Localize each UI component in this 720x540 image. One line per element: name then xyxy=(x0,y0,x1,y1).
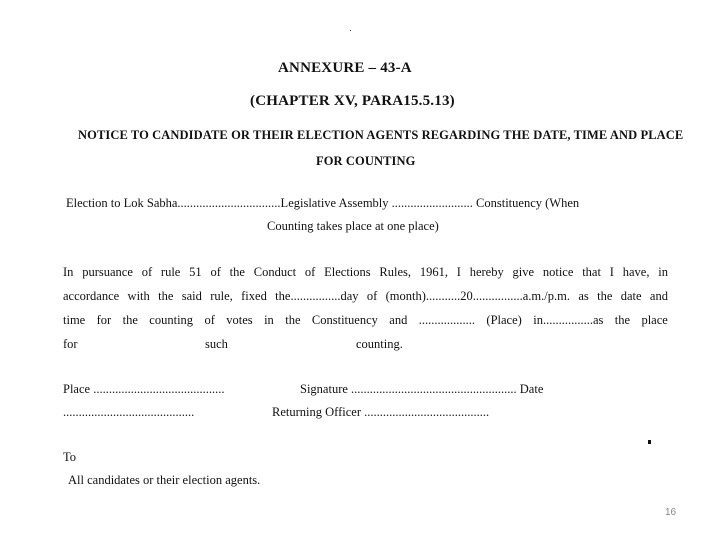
notice-heading-line1: NOTICE TO CANDIDATE OR THEIR ELECTION AGENTS REGARDING THE DATE, TIME AND PLACE xyxy=(78,128,684,142)
notice-paragraph-line4-such: such xyxy=(205,337,228,351)
returning-officer-field: Returning Officer ........................................ xyxy=(272,405,490,419)
annexure-title: ANNEXURE – 43-A xyxy=(278,60,412,76)
to-label: To xyxy=(63,450,77,464)
stray-mark xyxy=(648,440,651,444)
place-field: Place .......................................... xyxy=(63,382,225,396)
speck xyxy=(350,30,351,31)
date-value-line: .......................................... xyxy=(63,405,195,419)
recipients: All candidates or their election agents. xyxy=(68,473,261,487)
counting-place-note: Counting takes place at one place) xyxy=(267,219,439,233)
chapter-reference: (CHAPTER XV, PARA15.5.13) xyxy=(250,93,455,109)
notice-paragraph-line1: In pursuance of rule 51 of the Conduct of Elections Rules, 1961, I hereby give notice that I have, in xyxy=(63,265,668,279)
notice-paragraph-line4-counting: counting. xyxy=(356,337,403,351)
signature-date-field: Signature ..................................................... Date xyxy=(300,382,544,396)
page-number: 16 xyxy=(665,507,677,518)
notice-paragraph-line2: accordance with the said rule, fixed the................day of (month)...........20................a.m./p.m. as the date and xyxy=(63,289,668,303)
notice-paragraph-line3: time for the counting of votes in the Constituency and .................. (Place) in................as the place xyxy=(63,313,668,327)
notice-paragraph-line4-for: for xyxy=(63,337,78,351)
election-line: Election to Lok Sabha.................................Legislative Assembly .......................... Constituency (When xyxy=(66,196,580,210)
notice-heading-line2: FOR COUNTING xyxy=(316,154,416,168)
